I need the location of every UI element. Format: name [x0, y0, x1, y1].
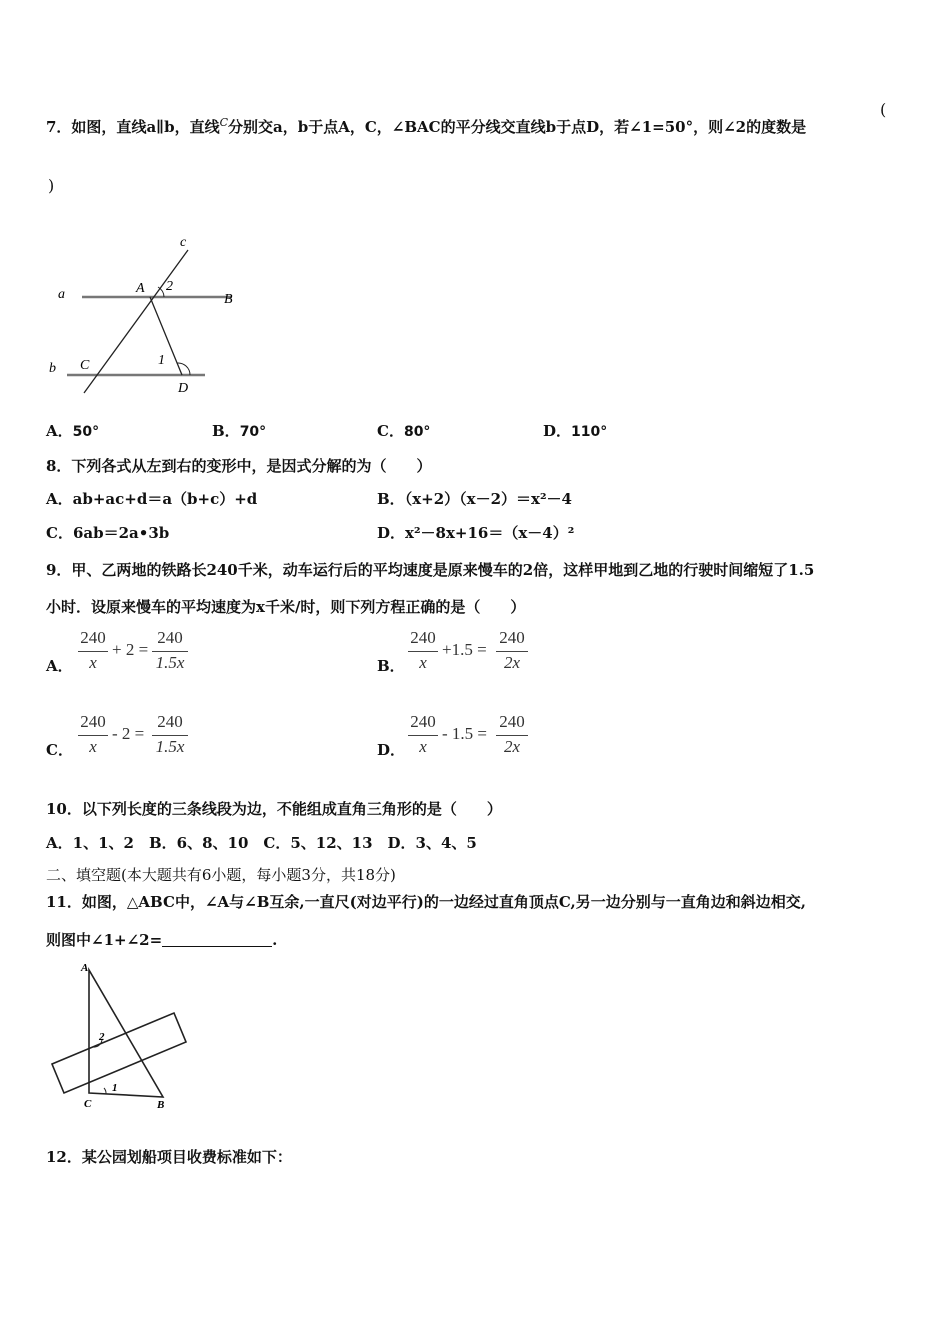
- q11-figure: [46, 960, 206, 1115]
- denominator: x: [89, 737, 97, 756]
- numerator: 240: [499, 628, 525, 647]
- label-A: A: [136, 281, 145, 296]
- q9-stem-line2: 小时．设原来慢车的平均速度为x千米/时，则下列方程正确的是（ ）: [46, 598, 526, 616]
- denominator: 1.5x: [155, 653, 185, 672]
- q10-stem: 10．以下列长度的三条线段为边，不能组成直角三角形的是（ ）: [46, 800, 502, 818]
- label-2: 2: [99, 1031, 105, 1043]
- denominator: 2x: [503, 653, 521, 672]
- label-1: 1: [158, 353, 165, 368]
- label-1: 1: [112, 1082, 118, 1094]
- denominator: x: [419, 737, 427, 756]
- operator: - 2 =: [112, 724, 145, 743]
- q7-option-d[interactable]: D．110°: [543, 422, 608, 440]
- q9-option-c-equation: [76, 712, 216, 762]
- q9-option-c[interactable]: C．: [46, 741, 73, 759]
- label-2: 2: [166, 279, 173, 294]
- denominator: 2x: [503, 737, 521, 756]
- q9-option-d-equation: [406, 712, 546, 762]
- denominator: x: [419, 653, 427, 672]
- numerator: 240: [157, 712, 183, 731]
- q8-option-c[interactable]: C．6ab＝2a•3b: [46, 524, 170, 542]
- operator: - 1.5 =: [442, 724, 487, 743]
- q7-option-c[interactable]: C．80°: [377, 422, 431, 440]
- label-B: B: [157, 1099, 165, 1111]
- q8-option-b[interactable]: B．（x+2）（x－2）＝x²－4: [377, 490, 572, 508]
- ruler: [52, 1013, 186, 1093]
- label-D: D: [178, 381, 189, 396]
- angle-2-arc: [158, 287, 164, 297]
- q9-option-b-equation: [406, 628, 546, 678]
- answer-blank[interactable]: [162, 932, 272, 947]
- label-a: a: [58, 287, 65, 302]
- line-c: [84, 250, 188, 393]
- q11-stem-line1: 11．如图，△ABC中，∠A与∠B互余,一直尺(对边平行)的一边经过直角顶点C,另一边分别与一直角边和斜边相交,: [46, 893, 806, 911]
- q11-stem-line2: 则图中∠1+∠2= .: [46, 931, 278, 949]
- q9-option-b[interactable]: B．: [377, 657, 405, 675]
- q8-stem: 8．下列各式从左到右的变形中，是因式分解的为（ ）: [46, 457, 432, 475]
- label-C: C: [80, 358, 90, 373]
- q10-options[interactable]: A．1、1、2 B．6、8、10 C．5、12、13 D．3、4、5: [46, 834, 477, 852]
- numerator: 240: [157, 628, 183, 647]
- label-A: A: [81, 962, 89, 974]
- section-heading: 二、填空题(本大题共有6小题，每小题3分，共18分): [46, 866, 396, 884]
- q9-option-d[interactable]: D．: [377, 741, 406, 759]
- q7-close-paren: ): [48, 176, 55, 195]
- q7-figure: [40, 228, 260, 398]
- q7-stem: 7．如图，直线a∥b，直线$^C$分别交a，b于点A，C，∠BAC的平分线交直线b于点D，若∠1=50°，则∠2的度数是: [46, 116, 807, 136]
- q12-stem: 12．某公园划船项目收费标准如下：: [46, 1148, 292, 1166]
- q8-option-a[interactable]: A．ab+ac+d＝a（b+c）+d: [46, 490, 258, 508]
- label-b: b: [49, 361, 56, 376]
- q9-stem-line1: 9．甲、乙两地的铁路长240千米，动车运行后的平均速度是原来慢车的2倍，这样甲地到乙地的行驶时间缩短了1.5: [46, 561, 815, 579]
- q7-option-a[interactable]: A．50°: [46, 422, 100, 440]
- numerator: 240: [410, 712, 436, 731]
- q9-option-a[interactable]: A．: [46, 657, 73, 675]
- q7-open-paren: (: [880, 100, 887, 119]
- q7-option-b[interactable]: B．70°: [212, 422, 267, 440]
- denominator: 1.5x: [155, 737, 185, 756]
- label-C: C: [84, 1098, 92, 1110]
- numerator: 240: [80, 712, 106, 731]
- q9-option-a-equation: [76, 628, 216, 678]
- label-c: c: [180, 235, 187, 250]
- label-B: B: [224, 292, 233, 307]
- denominator: x: [89, 653, 97, 672]
- q8-option-d[interactable]: D．x²－8x+16＝（x－4）²: [377, 524, 575, 542]
- numerator: 240: [80, 628, 106, 647]
- operator: +1.5 =: [442, 640, 487, 659]
- numerator: 240: [499, 712, 525, 731]
- operator: + 2 =: [112, 640, 149, 659]
- numerator: 240: [410, 628, 436, 647]
